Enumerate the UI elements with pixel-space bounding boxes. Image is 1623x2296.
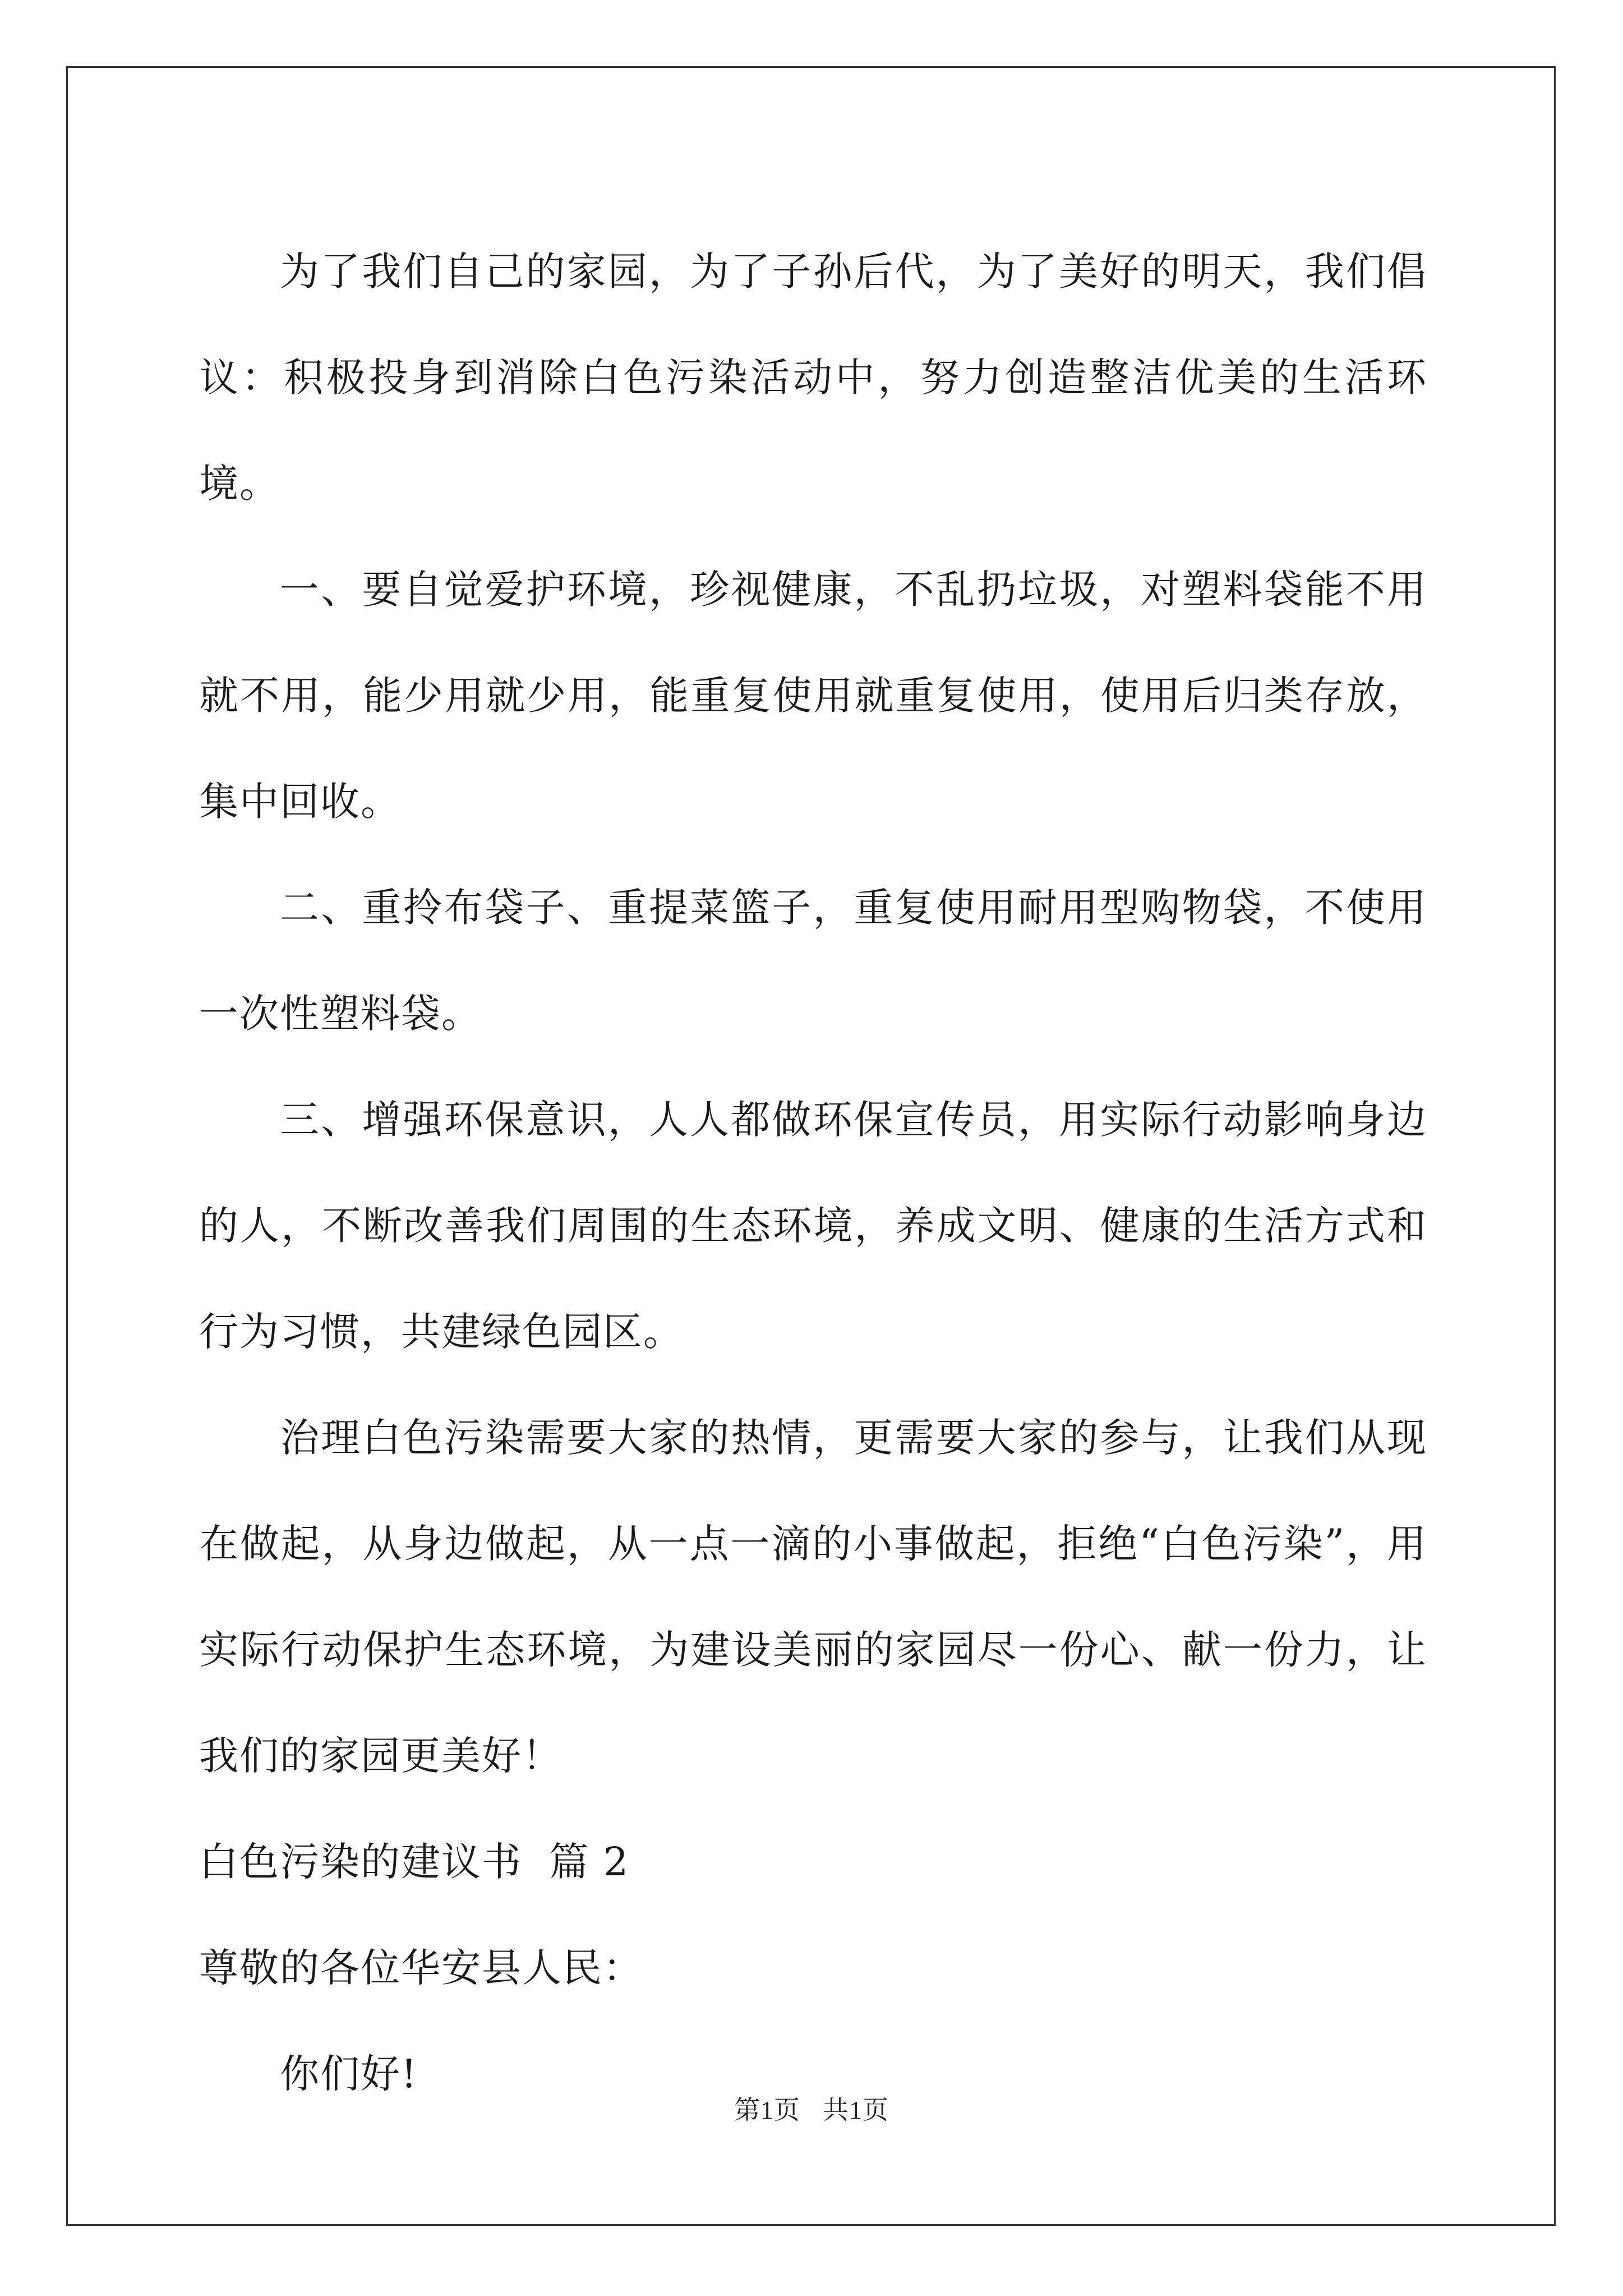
greeting: 你们好!	[280, 2051, 418, 2097]
section-title: 白色污染的建议书 篇 2	[199, 1839, 630, 1885]
paragraph-item-two: 二、重拎布袋子、重提菜篮子，重复使用耐用型购物袋，不使用一次性塑料袋。	[199, 885, 1427, 1037]
page-footer	[0, 2090, 1623, 2127]
page-number: 第1页	[734, 2096, 800, 2124]
paragraph-item-three: 三、增强环保意识，人人都做环保宣传员，用实际行动影响身边的人，不断改善我们周围的生态环境，养成文明、健康的生活方式和行为习惯，共建绿色园区。	[199, 1097, 1427, 1355]
paragraph-closing: 治理白色污染需要大家的热情，更需要大家的参与，让我们从现在做起，从身边做起，从一点一滴的小事做起，拒绝“白色污染”，用实际行动保护生态环境，为建设美丽的家园尽一份心、献一份力，让我们的家园更美好！	[199, 1415, 1427, 1779]
document-body	[199, 219, 1427, 2127]
salutation: 尊敬的各位华安县人民：	[199, 1945, 643, 1991]
paragraph-item-one: 一、要自觉爱护环境，珍视健康，不乱扔垃圾，对塑料袋能不用就不用，能少用就少用，能重复使用就重复使用，使用后归类存放，集中回收。	[199, 567, 1427, 825]
page-total: 共1页	[823, 2096, 889, 2124]
paragraph-call-to-action: 为了我们自己的家园，为了子孙后代，为了美好的明天，我们倡议：积极投身到消除白色污染活动中，努力创造整洁优美的生活环境。	[199, 249, 1427, 507]
